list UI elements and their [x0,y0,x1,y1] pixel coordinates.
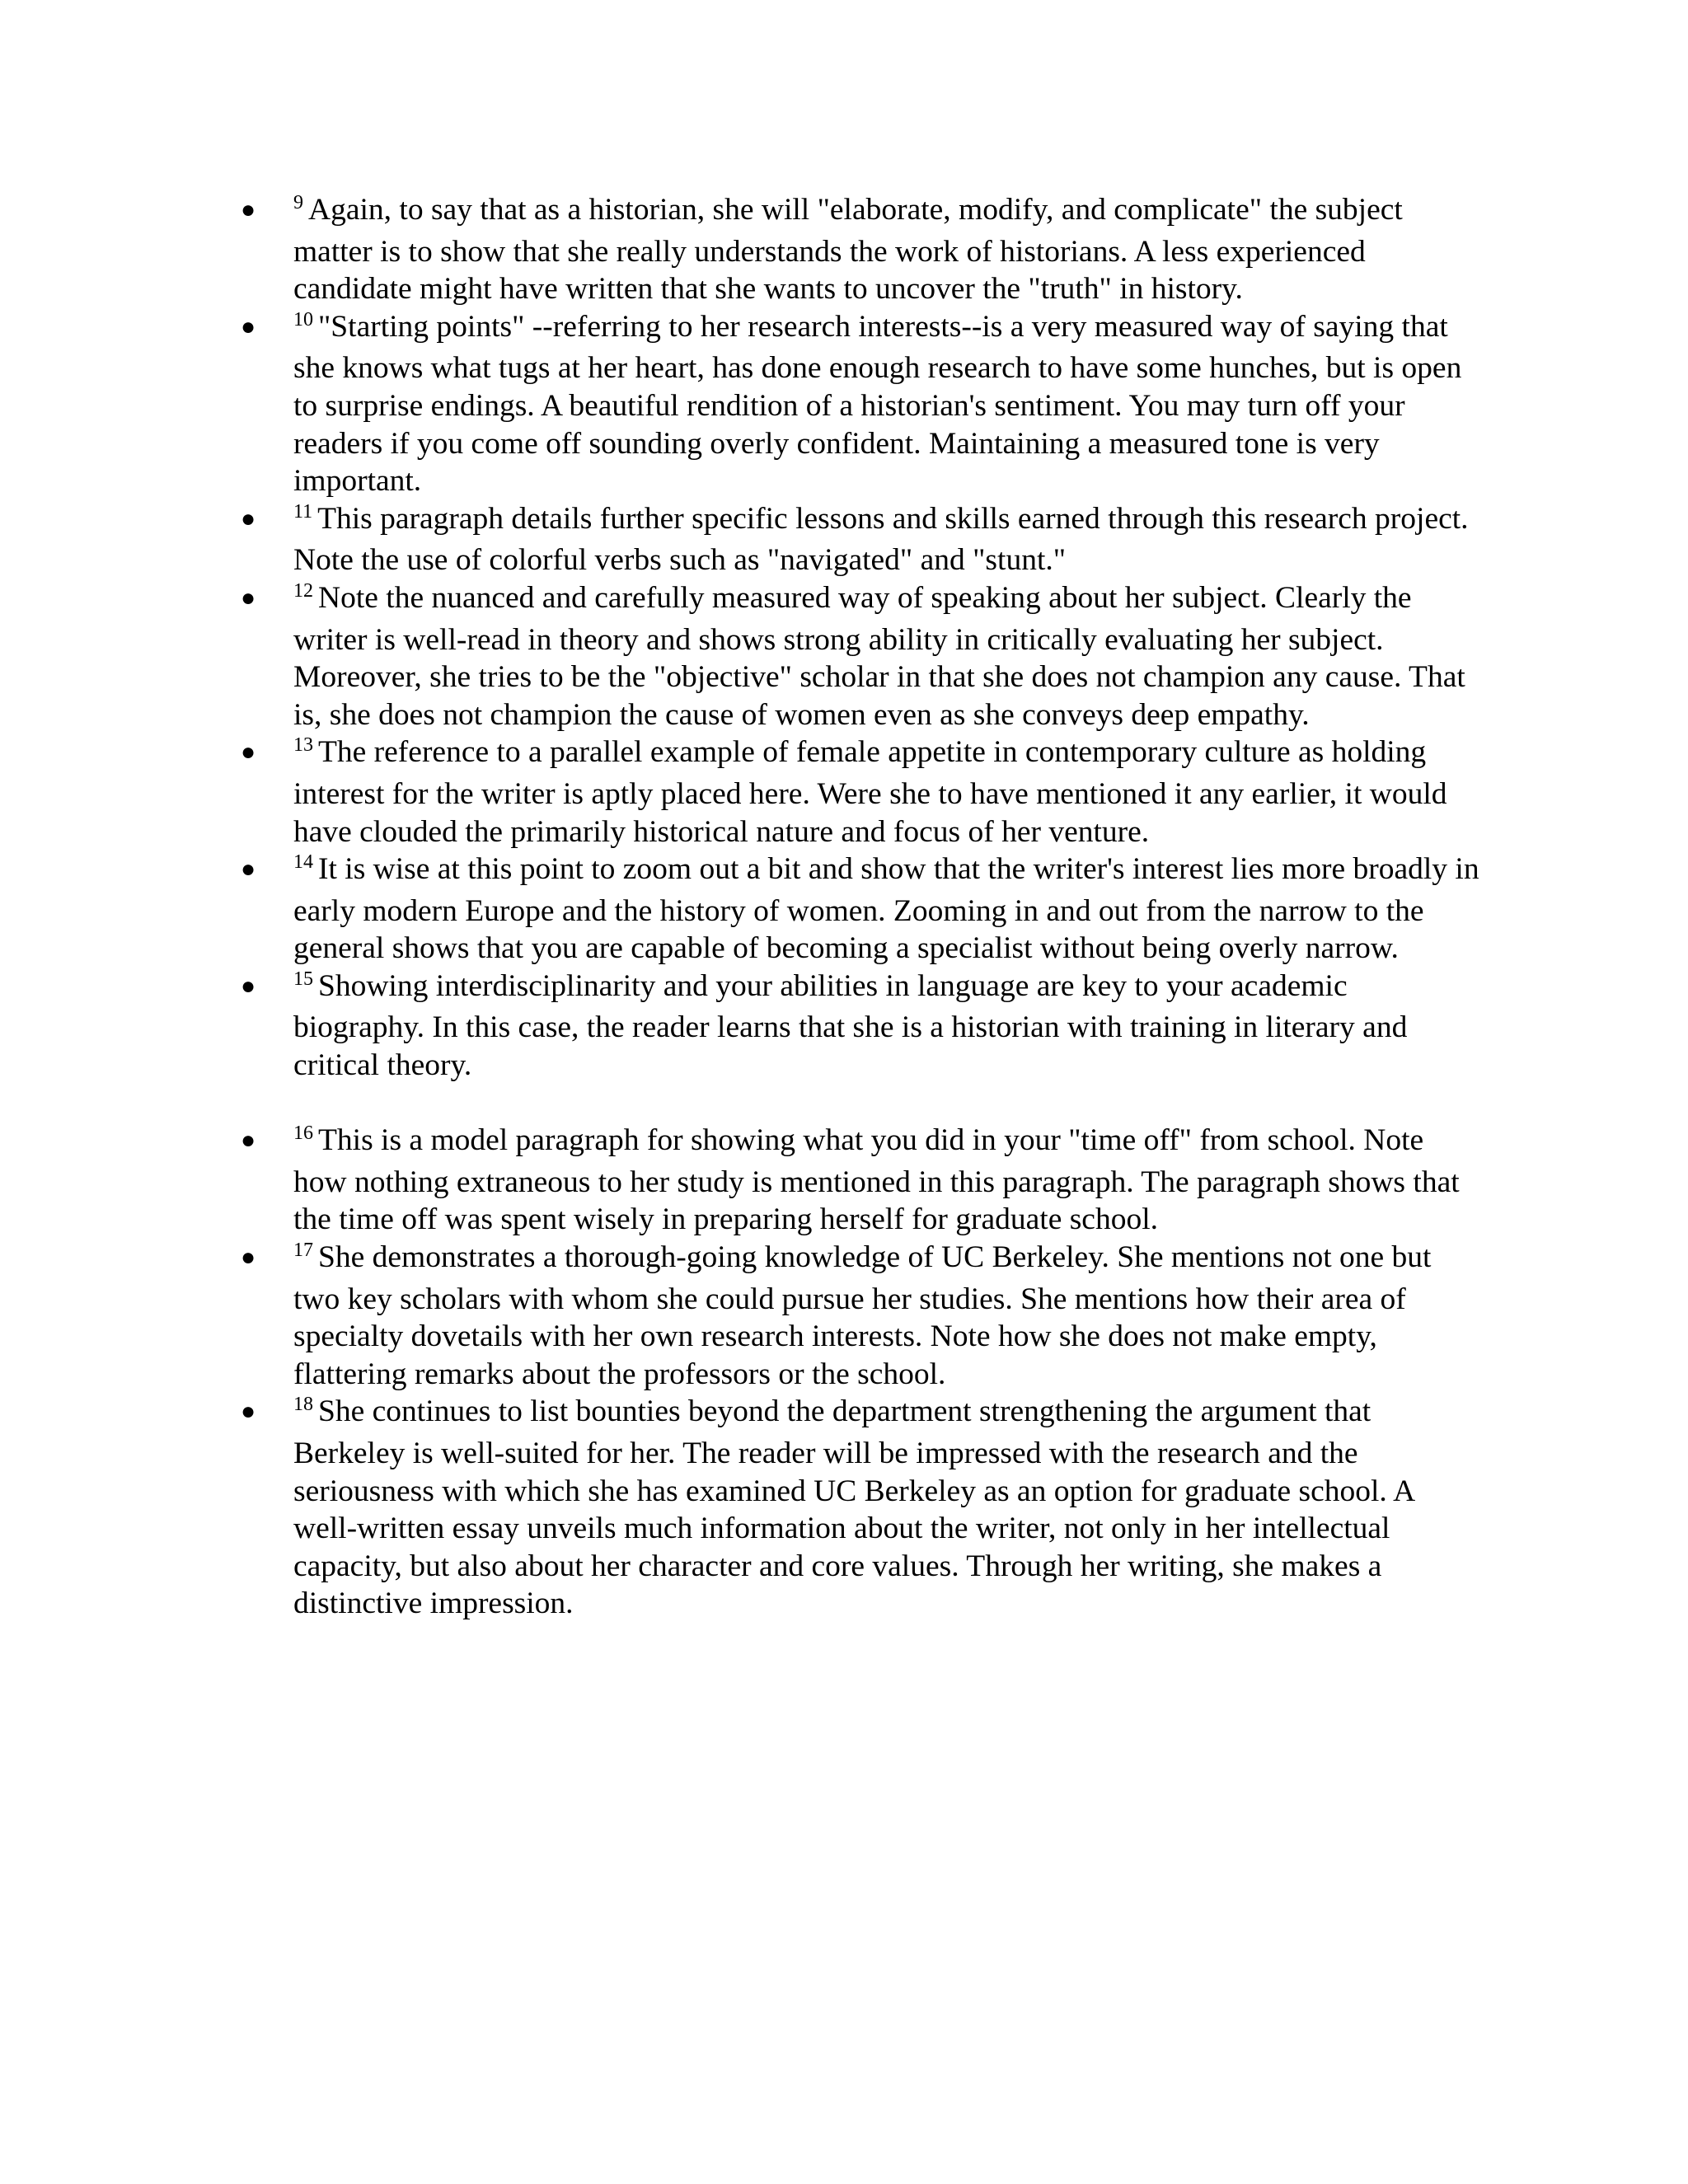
footnote-number: 12 [293,579,313,602]
bullet-icon: ● [241,972,256,1000]
footnote-item [241,968,1480,1085]
bullet-icon: ● [241,504,256,532]
footnote-item [241,579,1480,733]
footnote-item [241,1122,1480,1239]
footnote-item [241,500,1480,579]
bullet-icon: ● [241,1127,256,1155]
footnote-list [241,191,1480,1623]
footnote-number: 18 [293,1394,313,1416]
footnote-item [241,308,1480,500]
footnote-text: Note the nuanced and carefully measured way of speaking about her subject. Clearly the writer is well-read in theory and shows strong ability in critically evaluating her subject. Moreover, she tries to be the "objective" scholar in that she does not champion any cause. That is, she does not champion the cause of women even as she conveys deep empathy. [293,580,1465,732]
footnote-text: Showing interdisciplinarity and your abilities in language are key to your academic biography. In this case, the reader learns that she is a historian with training in literary and critical theory. [293,968,1408,1083]
footnote-item [241,191,1480,308]
footnote-item [241,733,1480,851]
footnote-text: The reference to a parallel example of female appetite in contemporary culture as holding interest for the writer is aptly placed here. Were she to have mentioned it any earlier, it would have clouded the primarily historical nature and focus of her venture. [293,735,1447,849]
footnote-number: 14 [293,851,313,874]
bullet-icon: ● [241,738,256,766]
footnote-text: This paragraph details further specific lessons and skills earned through this research project. Note the use of colorful verbs such as "navigated" and "stunt." [293,501,1469,578]
footnote-text: She demonstrates a thorough-going knowledge of UC Berkeley. She mentions not one but two key scholars with whom she could pursue her studies. She mentions how their area of specialty dovetails with her own research interests. Note how she does not make empty, flattering remarks about the professors or the school. [293,1240,1432,1391]
footnote-item [241,851,1480,968]
footnote-text: This is a model paragraph for showing what you did in your "time off" from school. Note how nothing extraneous to her study is mentioned in this paragraph. The paragraph shows that the time off was spent wisely in preparing herself for graduate school. [293,1123,1460,1237]
bullet-icon: ● [241,855,256,883]
footnote-item [241,1239,1480,1393]
footnote-number: 9 [293,192,303,213]
footnote-text: It is wise at this point to zoom out a bit and show that the writer's interest lies more broadly in early modern Europe and the history of women. Zooming in and out from the narrow to the general shows that you are capable of becoming a specialist without being overly narrow. [293,852,1479,966]
bullet-icon: ● [241,583,256,612]
footnote-number: 17 [293,1240,313,1262]
bullet-icon: ● [241,312,256,340]
footnote-item [241,1393,1480,1623]
footnote-text: Again, to say that as a historian, she will "elaborate, modify, and complicate" the subject matter is to show that she really understands the work of historians. A less experienced candidate might have written that she wants to uncover the "truth" in history. [293,193,1403,307]
footnote-text: "Starting points" --referring to her research interests--is a very measured way of saying that she knows what tugs at her heart, has done enough research to have some hunches, but is open to surprise endings. A beautiful rendition of a historian's sentiment. You may turn off your readers if you come off sounding overly confident. Maintaining a measured tone is very important. [293,309,1462,499]
footnote-number: 11 [293,500,313,523]
footnote-number: 13 [293,734,313,757]
bullet-icon: ● [241,1398,256,1426]
footnote-number: 15 [293,968,313,990]
footnote-number: 16 [293,1122,313,1145]
footnote-text: She continues to list bounties beyond the department strengthening the argument that Berkeley is well-suited for her. The reader will be impressed with the research and the seriousness with which she has examined UC Berkeley as an option for graduate school. A well-written essay unveils much information about the writer, not only in her intellectual capacity, but also about her character and core values. Through her writing, she makes a distinctive impression. [293,1394,1414,1621]
bullet-icon: ● [241,1244,256,1272]
bullet-icon: ● [241,196,256,223]
footnote-number: 10 [293,308,313,330]
